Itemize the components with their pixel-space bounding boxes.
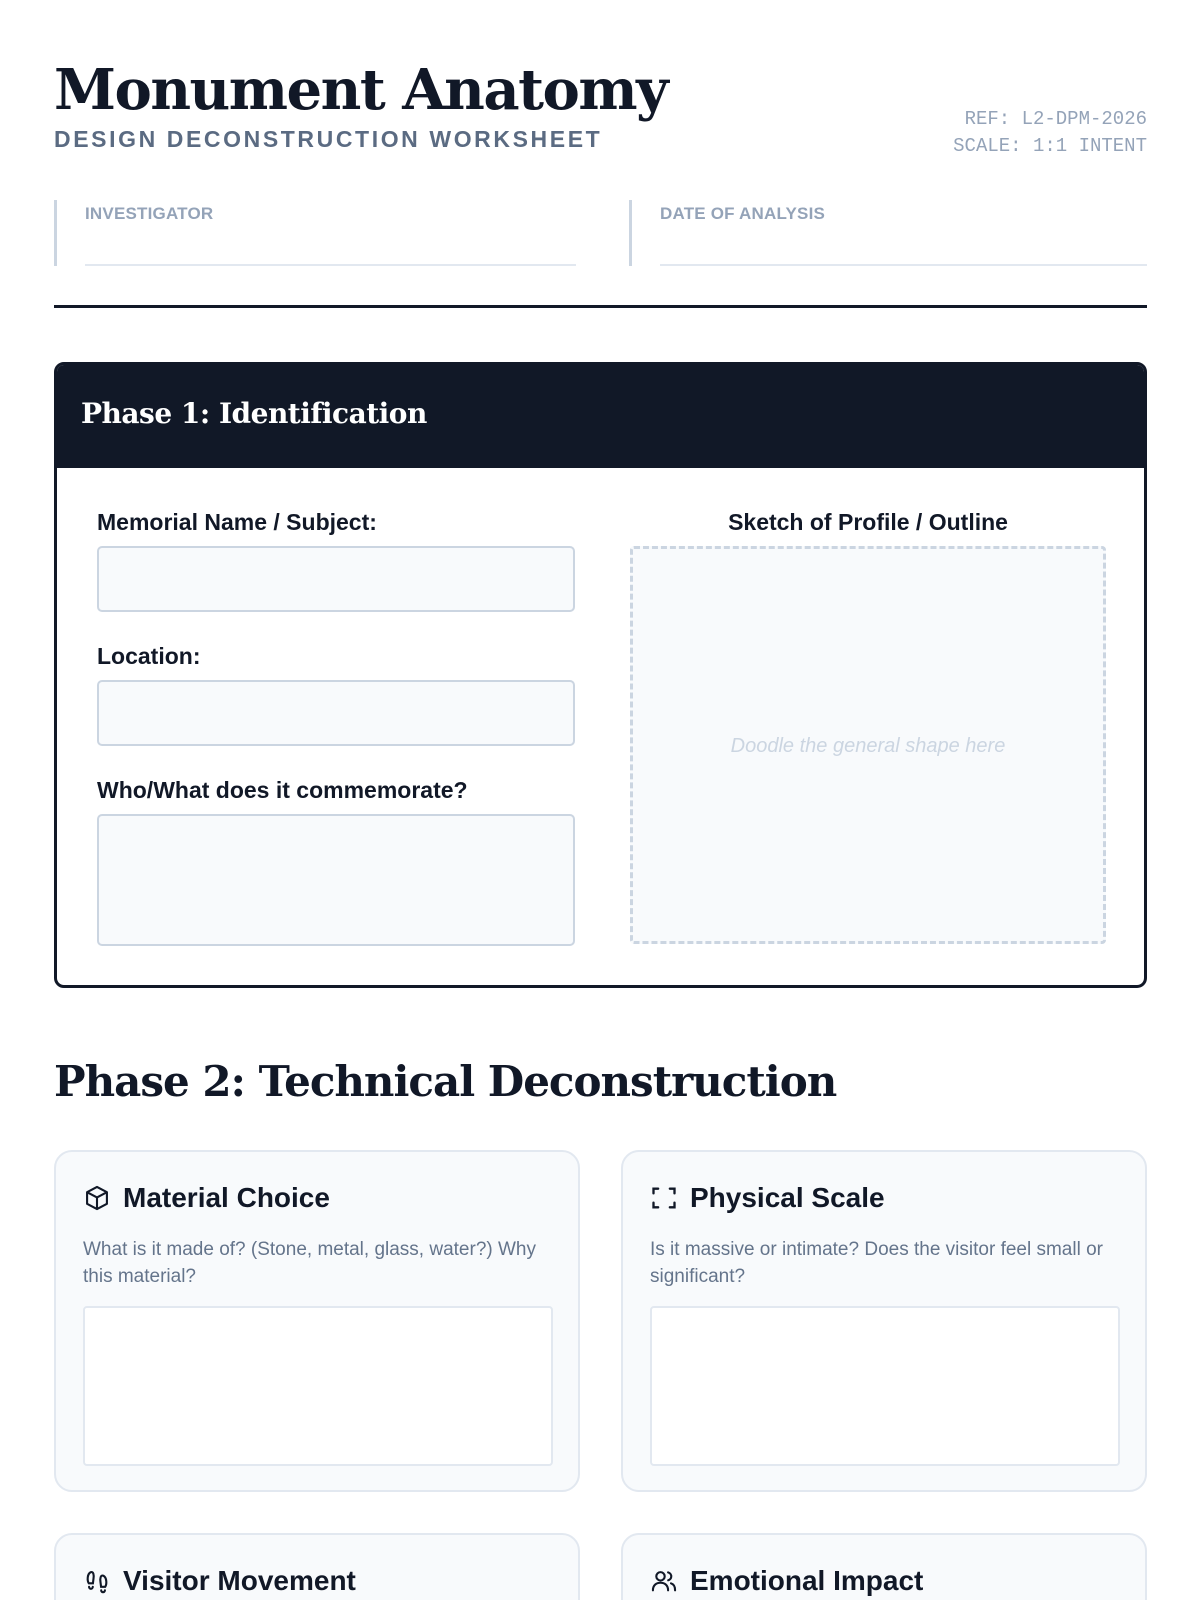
phase2-title: Phase 2: Technical Deconstruction bbox=[54, 1057, 837, 1106]
physical-scale-input[interactable] bbox=[650, 1306, 1120, 1466]
investigator-line bbox=[85, 264, 576, 266]
commemorate-textarea[interactable] bbox=[97, 814, 575, 946]
date-field[interactable] bbox=[629, 200, 1147, 266]
visitor-movement-card bbox=[54, 1533, 580, 1600]
material-choice-prompt: What is it made of? (Stone, metal, glass, water?) Why this material? bbox=[83, 1239, 537, 1287]
memorial-name-label: Memorial Name / Subject: bbox=[97, 509, 377, 535]
page-title: Monument Anatomy bbox=[54, 57, 668, 123]
footprints-icon bbox=[83, 1567, 111, 1595]
sketch-label: Sketch of Profile / Outline bbox=[728, 509, 1008, 535]
emotional-impact-title: Emotional Impact bbox=[690, 1565, 924, 1596]
page-subtitle: DESIGN DECONSTRUCTION WORKSHEET bbox=[54, 126, 603, 152]
reference-code: REF: L2-DPM-2026 bbox=[964, 108, 1147, 130]
phase1-title: Phase 1: Identification bbox=[81, 397, 427, 430]
location-input[interactable] bbox=[97, 680, 575, 746]
memorial-name-input[interactable] bbox=[97, 546, 575, 612]
sketch-hint: Doodle the general shape here bbox=[730, 735, 1006, 757]
emotional-impact-card bbox=[621, 1533, 1147, 1600]
physical-scale-prompt: Is it massive or intimate? Does the visitor feel small or significant? bbox=[650, 1239, 1103, 1287]
date-label: DATE OF ANALYSIS bbox=[660, 204, 826, 223]
scale-note: SCALE: 1:1 INTENT bbox=[953, 135, 1147, 157]
commemorate-label: Who/What does it commemorate? bbox=[97, 777, 468, 803]
reference-block bbox=[953, 106, 1147, 160]
sketch-area[interactable] bbox=[630, 546, 1106, 944]
physical-scale-card bbox=[621, 1150, 1147, 1492]
phase1-header bbox=[57, 365, 1144, 468]
location-label: Location: bbox=[97, 643, 201, 669]
material-choice-card bbox=[54, 1150, 580, 1492]
material-choice-input[interactable] bbox=[83, 1306, 553, 1466]
worksheet-header bbox=[54, 56, 1147, 166]
cube-icon bbox=[83, 1184, 111, 1212]
investigator-field[interactable] bbox=[54, 200, 576, 266]
material-choice-title: Material Choice bbox=[123, 1182, 330, 1213]
users-icon bbox=[650, 1567, 678, 1595]
visitor-movement-title: Visitor Movement bbox=[123, 1565, 356, 1596]
investigator-label: INVESTIGATOR bbox=[85, 204, 214, 223]
physical-scale-title: Physical Scale bbox=[690, 1182, 885, 1213]
phase1-section bbox=[54, 362, 1147, 988]
scale-frame-icon bbox=[650, 1184, 678, 1212]
header-divider bbox=[54, 305, 1147, 308]
date-line bbox=[660, 264, 1147, 266]
